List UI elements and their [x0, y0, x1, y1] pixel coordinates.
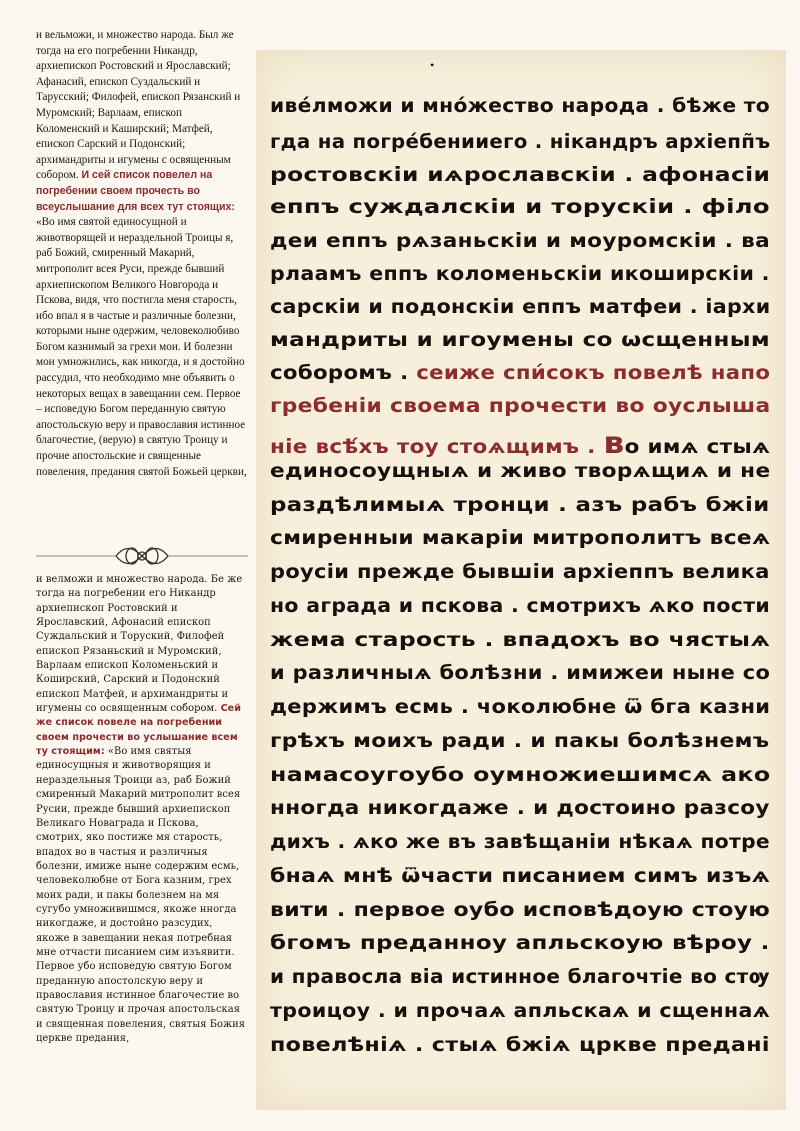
modern-translation-body-end: «Во имя святой единосущной и животворящей и нераздельной Троицы я, раб Божий, смиренный Макарий, митрополит всея Руси, прежде бывший архиепископом Великого Новгорода и Пскова, видя, что постигла меня старость, ибо впал я в частые и различные болезни, которыми ныне одержим, человеколюбиво Богом казнимый за грехи мои. И болезни мои умножились, как никогда, и я достойно рассудил, что необходимо мне объявить о некоторых вещах в завещании сем. Первое – исповедую Богом переданную святую апостольскую веру и православия истинное благочестие, (верую) в святую Троицу и прочие апостольские и священные повеления, предания святой Божьей церкви,: [36, 216, 247, 478]
manuscript-line: раздѣлимыѧ тронци . азъ рабъ бжіи: [270, 493, 770, 516]
manuscript-line: мандриты и игоумены со ѡсщенным: [270, 328, 770, 351]
manuscript-line: грѣхъ моихъ ради . и пакы болѣзнемъ: [270, 729, 770, 752]
modern-translation-column: [36, 28, 248, 480]
manuscript-line: жема старость . впадохъ во чястыѧ: [270, 628, 771, 651]
manuscript-line: вити . первое оубо исповѣдоую стоую: [270, 898, 771, 921]
manuscript-line: но аграда и пскова . смотрихъ ѧко пости: [270, 594, 770, 617]
modern-translation-rubric: И сей список повелел на погребении своем прочесть во всеуслышание для всех тут стоящих:: [36, 169, 235, 213]
manuscript-line: повелѣніѧ . стыѧ бжіѧ цркве предані: [270, 1033, 770, 1056]
manuscript-line: иве́лможи и мно́жество народа . бѣже то: [270, 94, 771, 117]
manuscript-line: гда на погре́бенииего . нікандръ архіепп̃ъ: [270, 130, 771, 153]
manuscript-line: рлаамъ еппъ коломеньскіи икоширскіи .: [270, 262, 770, 285]
manuscript-line: бгомъ преданноу апльскоую вѣроу .: [270, 931, 770, 954]
manuscript-line: бнаѧ мнѣ ѿчасти писанием симъ изъѧ: [270, 864, 771, 887]
manuscript-page-image: [256, 50, 786, 1110]
manuscript-dot: •: [430, 58, 435, 72]
manuscript-line: ростовскіи иѧрославскіи . афонасіи: [270, 163, 771, 186]
manuscript-line: еппъ суждалскіи и торускіи . філо: [270, 195, 770, 218]
manuscript-rubric-text: гребеніи своема прочести во оуслыша: [270, 394, 771, 417]
manuscript-line: смиренныи макаріи митрополитъ всеѧ: [270, 526, 771, 549]
manuscript-line: [270, 426, 770, 461]
modern-translation-body-start: и вельможи, и множество народа. Был же тогда на его погребении Никандр, архиепископ Ростовский и Ярославский; Афанасий, епископ Суздальский и Тарусский; Филофей, епископ Рязанский и Муромский; Варлаам, епископ Коломенский и Каширский; Матфей, епископ Сарский и Подонский; архимандриты и игумены с освященным собором.: [36, 29, 241, 182]
manuscript-line: единосоущныѧ и живо творѧщиѧ и не: [270, 459, 771, 482]
manuscript-line: роусіи прежде бывшіи архіеппъ велика: [270, 560, 770, 583]
manuscript-line: дихъ . ѧко же въ завѣщаніи нѣкаѧ потре: [270, 830, 770, 853]
church-slavonic-body-start: и велможи и множество народа. Бе же тогда на погребении его Никандр архиепископ Ростовский и Ярославский, Афонасий епископ Суждальский и Торуский, Филофей епископ Рязаньский и Муромский, Варлаам епископ Коломеньский и Коширский, Сарский и Подонский епископ Матфей, и архимандриты и игумены со освященным собором.: [36, 574, 243, 715]
manuscript-text: о имѧ стыѧ: [624, 435, 771, 458]
church-slavonic-body-end: «Во имя святыя единосущныя и животворящия и нераздельныя Троици аз, раб Божий смиренный Макарий митрополит всея Русии, прежде бывший архиепископ Великаго Новаграда и Пскова, смотрих, яко постиже мя старость, впадох во в частыя и различныя болезни, имиже ныне содержим есмь, человеколюбне от Бога казним, грех моих ради, и пакы болезнем на мя сугубо умноживишмся, якоже нногда никогдаже, и достойно разсудих, якоже в завещании некая потребная мне отчасти писанием сим изъявити. Первое убо исповедую святую Богом преданную апостолскую веру и православия истинное благочестие во святую Троицу и прочая апостольская и священная повеления, святыя Божия церкве предания,: [36, 746, 246, 1044]
manuscript-rubric-text: сеиже спи́сокъ повелѣ напо: [416, 361, 771, 384]
manuscript-line: намасоугоубо оумножиешимсѧ ако: [270, 763, 771, 786]
manuscript-text: соборомъ .: [270, 361, 417, 384]
manuscript-line: и правосла віа истинное благочтіе во стѹ: [270, 965, 770, 988]
manuscript-line: троицоу . и прочаѧ апльскаѧ и сщеннаѧ: [270, 999, 771, 1022]
manuscript-line: нногда никогдаже . и достоино разсоу: [270, 796, 770, 819]
manuscript-line: [270, 394, 771, 417]
manuscript-line: [270, 361, 770, 384]
manuscript-line: и различныѧ болѣзни . имижеи ныне со: [270, 661, 771, 684]
church-slavonic-rubric: Сей же список повеле на погребении своем прочести во услышание всем ту стоящим:: [36, 703, 241, 758]
church-slavonic-transcription: [36, 573, 248, 1046]
manuscript-line: сарскіи и подонскіи еппъ матфеи . іархи: [270, 295, 771, 318]
celtic-knot-divider-icon: [36, 544, 248, 568]
manuscript-line: держимъ есмь . чоколюбне ѿ бга казни: [270, 695, 771, 718]
manuscript-red-initial: в: [603, 426, 625, 461]
manuscript-rubric-text: ніе всѣ́хъ тоу стоѧщимъ .: [270, 435, 604, 458]
manuscript-line: деи еппъ рѧзаньскіи и моуромскіи . ва: [270, 229, 770, 252]
